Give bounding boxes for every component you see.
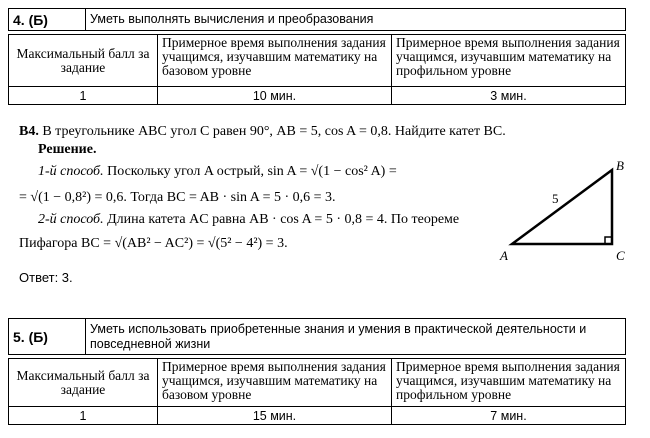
info-table-task4 — [8, 8, 626, 31]
task-condition — [19, 124, 506, 140]
header-time-profile: Примерное время выполнения задания учащимся, изучавшим математику на профильном уровне — [392, 359, 626, 407]
method2-continuation: Пифагора BC = √(AB² − AC²) = √(5² − 4²) = 3. — [19, 236, 288, 251]
value-time-basic: 15 мин. — [158, 407, 392, 425]
method1-line — [38, 164, 397, 180]
skill-description: Уметь выполнять вычисления и преобразования — [86, 9, 626, 31]
task-condition-text: В треугольнике ABC угол C равен 90°, AB = 5, cos A = 0,8. Найдите катет BC. — [42, 124, 506, 139]
header-time-basic: Примерное время выполнения задания учащимся, изучавшим математику на базовом уровне — [158, 35, 392, 87]
skill-description: Уметь использовать приобретенные знания и умения в практической деятельности и повседневной жизни — [86, 319, 626, 355]
vertex-a-label: A — [500, 248, 508, 263]
method2-line — [38, 212, 459, 228]
timing-table-task4 — [8, 34, 626, 105]
value-max-score: 1 — [9, 87, 158, 105]
method1-text: Поскольку угол A острый, sin A = √(1 − cos² A) = — [107, 164, 397, 179]
task-number: 4. (Б) — [9, 9, 86, 31]
task-label: B4. — [19, 124, 39, 139]
value-time-basic: 10 мин. — [158, 87, 392, 105]
header-time-basic: Примерное время выполнения задания учащимся, изучавшим математику на базовом уровне — [158, 359, 392, 407]
vertex-c-label: C — [616, 248, 625, 263]
solution-label: Решение. — [38, 142, 97, 157]
value-max-score: 1 — [9, 407, 158, 425]
header-time-profile: Примерное время выполнения задания учащимся, изучавшим математику на профильном уровне — [392, 35, 626, 87]
value-time-profile: 3 мин. — [392, 87, 626, 105]
header-max-score: Максимальный балл за задание — [9, 359, 158, 407]
header-max-score: Максимальный балл за задание — [9, 35, 158, 87]
method1-label: 1-й способ. — [38, 164, 104, 179]
timing-table-task5 — [8, 358, 626, 425]
method1-continuation: = √(1 − 0,8²) = 0,6. Тогда BC = AB · sin A = 5 · 0,6 = 3. — [19, 190, 336, 205]
answer: Ответ: 3. — [19, 270, 73, 285]
side-ab-label: 5 — [552, 191, 559, 206]
method2-text: Длина катета AC равна AB · cos A = 5 · 0,8 = 4. По теореме — [107, 212, 460, 227]
vertex-b-label: B — [616, 158, 624, 173]
value-time-profile: 7 мин. — [392, 407, 626, 425]
method2-label: 2-й способ. — [38, 212, 104, 227]
triangle-figure — [490, 158, 640, 268]
info-table-task5 — [8, 318, 626, 355]
task-number: 5. (Б) — [9, 319, 86, 355]
triangle-shape — [512, 170, 612, 244]
